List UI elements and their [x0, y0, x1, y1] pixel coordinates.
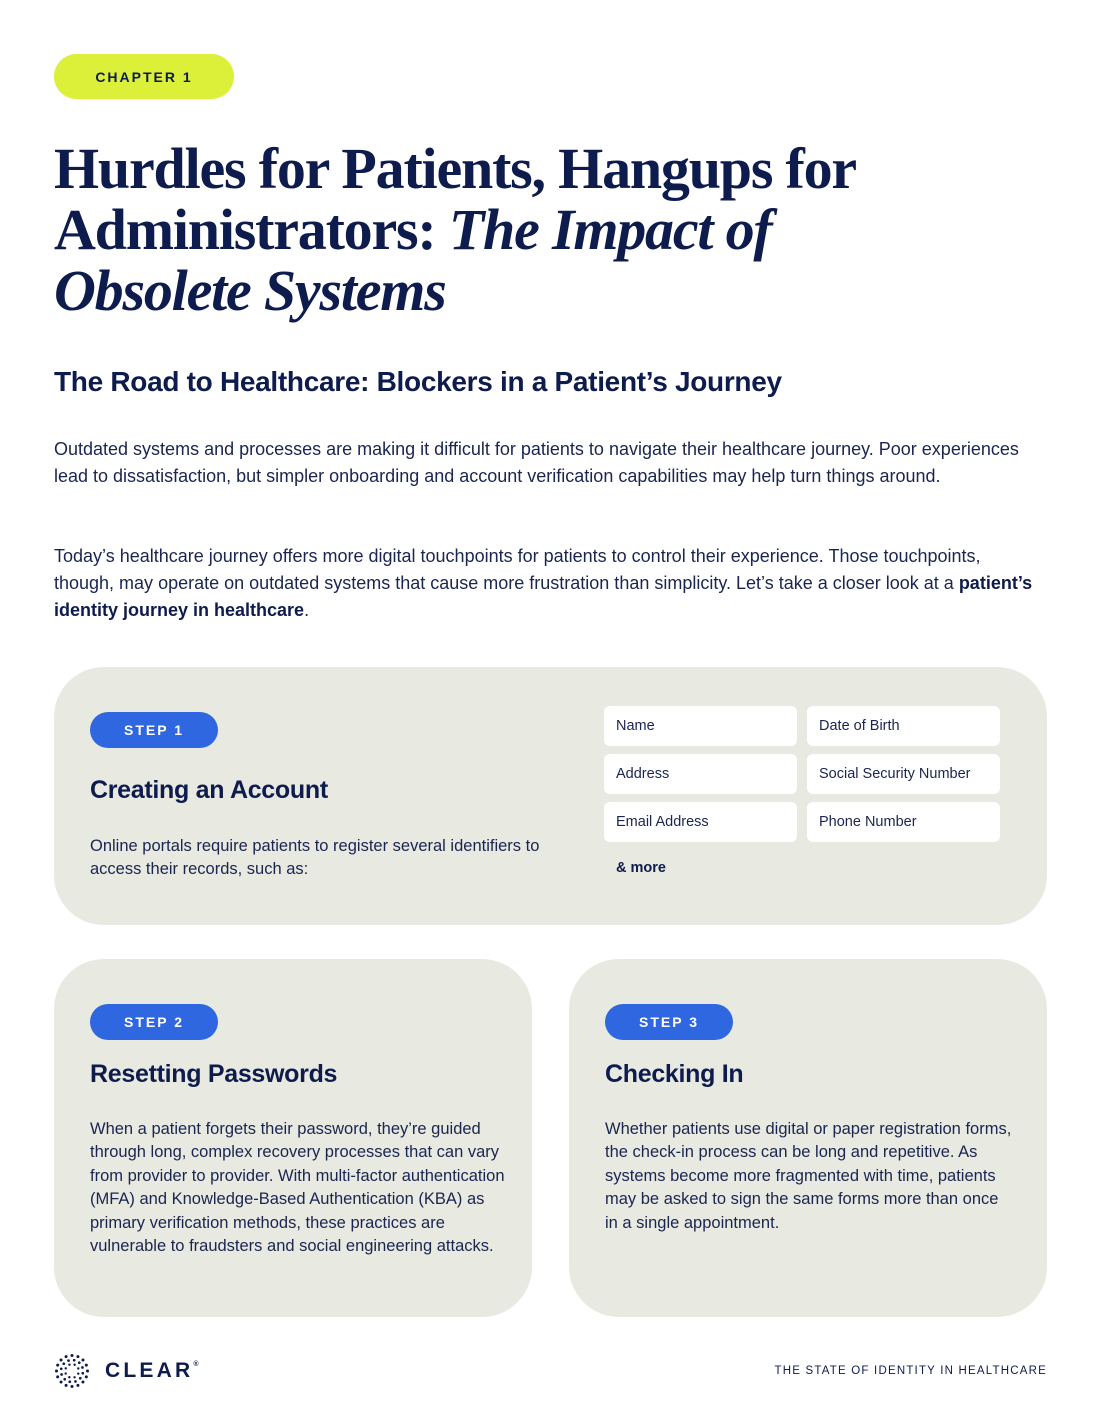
logo-dot — [63, 1378, 66, 1381]
logo-dot — [68, 1376, 70, 1378]
field-phone-number: Phone Number — [807, 802, 1000, 842]
step-1-title: Creating an Account — [90, 776, 328, 804]
logo-dot — [81, 1366, 84, 1369]
step-3-card — [569, 959, 1047, 1317]
logo-dot — [81, 1359, 84, 1362]
step-2-badge: STEP 2 — [90, 1004, 218, 1040]
field-name: Name — [604, 706, 797, 746]
journey-paragraph — [54, 543, 1044, 624]
page-title — [54, 138, 1034, 321]
logo-dot — [71, 1385, 74, 1388]
journey-paragraph-end: . — [304, 600, 310, 620]
logo-dot — [65, 1384, 68, 1387]
field-address: Address — [604, 754, 797, 794]
registered-mark: ® — [193, 1361, 199, 1368]
step-1-body: Online portals require patients to register several identifiers to access their records, such as: — [90, 837, 540, 879]
logo-dot — [78, 1361, 81, 1364]
footer-tagline: THE STATE OF IDENTITY IN HEALTHCARE — [774, 1365, 1047, 1377]
identity-journey-link-text: patient’s identity journey in healthcare — [54, 573, 1033, 620]
logo-dot — [76, 1355, 79, 1358]
logo-dot — [60, 1380, 63, 1383]
step-2-card — [54, 959, 532, 1317]
logo-dot — [81, 1372, 84, 1375]
logo-dot — [85, 1375, 88, 1378]
step-1-badge: STEP 1 — [90, 712, 218, 748]
step-3-badge: STEP 3 — [605, 1004, 733, 1040]
intro-paragraph: Outdated systems and processes are making it difficult for patients to navigate their healthcare journey. Poor experiences lead to dissatisfaction, but simpler onboarding and account verification capabilities may help turn things around. — [54, 439, 1019, 486]
clear-logo — [54, 1353, 199, 1389]
logo-dot — [65, 1372, 67, 1374]
logo-dot — [71, 1354, 74, 1357]
clear-logo-text — [105, 1359, 199, 1383]
logo-dot — [60, 1359, 63, 1362]
title-line-2-plain: Administrators: — [54, 197, 449, 262]
logo-dot — [65, 1355, 68, 1358]
title-line-1: Hurdles for Patients, Hangups for — [54, 136, 856, 201]
step-3-title: Checking In — [605, 1060, 744, 1088]
field-social-security-number: Social Security Number — [807, 754, 1000, 794]
logo-dot — [55, 1370, 58, 1373]
logo-dot — [74, 1380, 77, 1383]
clear-logo-word: CLEAR — [105, 1359, 194, 1382]
logo-dot — [77, 1372, 79, 1374]
logo-dot — [60, 1373, 63, 1376]
title-line-3-italic: Obsolete Systems — [54, 258, 446, 323]
logo-dot — [68, 1364, 70, 1366]
and-more-label: & more — [616, 860, 666, 876]
logo-dot — [56, 1364, 59, 1367]
logo-dot — [85, 1364, 88, 1367]
step-2-title: Resetting Passwords — [90, 1060, 338, 1088]
step-3-body: Whether patients use digital or paper registration forms, the check-in process can be long and repetitive. As systems become more fragmented with time, patients may be asked to sign the same forms more than once in a single appointment. — [605, 1120, 1012, 1232]
logo-dot — [56, 1375, 59, 1378]
logo-dot — [81, 1380, 84, 1383]
logo-dot — [77, 1367, 79, 1369]
logo-dot — [76, 1384, 79, 1387]
section-subtitle: The Road to Healthcare: Blockers in a Patient’s Journey — [54, 366, 782, 397]
field-email-address: Email Address — [604, 802, 797, 842]
logo-dot — [67, 1359, 70, 1362]
title-line-2-italic: The Impact of — [448, 197, 772, 262]
logo-dot — [79, 1377, 82, 1380]
logo-dot — [68, 1380, 71, 1383]
logo-dot — [60, 1367, 63, 1370]
chapter-badge: CHAPTER 1 — [54, 54, 234, 99]
clear-dots-icon — [54, 1353, 90, 1389]
field-date-of-birth: Date of Birth — [807, 706, 1000, 746]
step-2-body: When a patient forgets their password, they’re guided through long, complex recovery processes that can vary from provider to provider. With multi-factor authentication (MFA) and Knowledge-Based Authentication (KBA) as primary verification methods, these practices are vulnerable to fraudsters and social engineering attacks. — [90, 1120, 505, 1256]
logo-dot — [62, 1362, 65, 1365]
journey-paragraph-text: Today’s healthcare journey offers more digital touchpoints for patients to control their experience. Those touchpoints, though, may operate on outdated systems that cause more frustration than simplicity. Let’s take a closer look at a — [54, 546, 981, 593]
logo-dot — [86, 1370, 89, 1373]
logo-dot — [65, 1367, 67, 1369]
step-1-card — [54, 667, 1047, 925]
logo-dot — [73, 1376, 75, 1378]
logo-dot — [73, 1359, 76, 1362]
logo-dot — [73, 1364, 75, 1366]
